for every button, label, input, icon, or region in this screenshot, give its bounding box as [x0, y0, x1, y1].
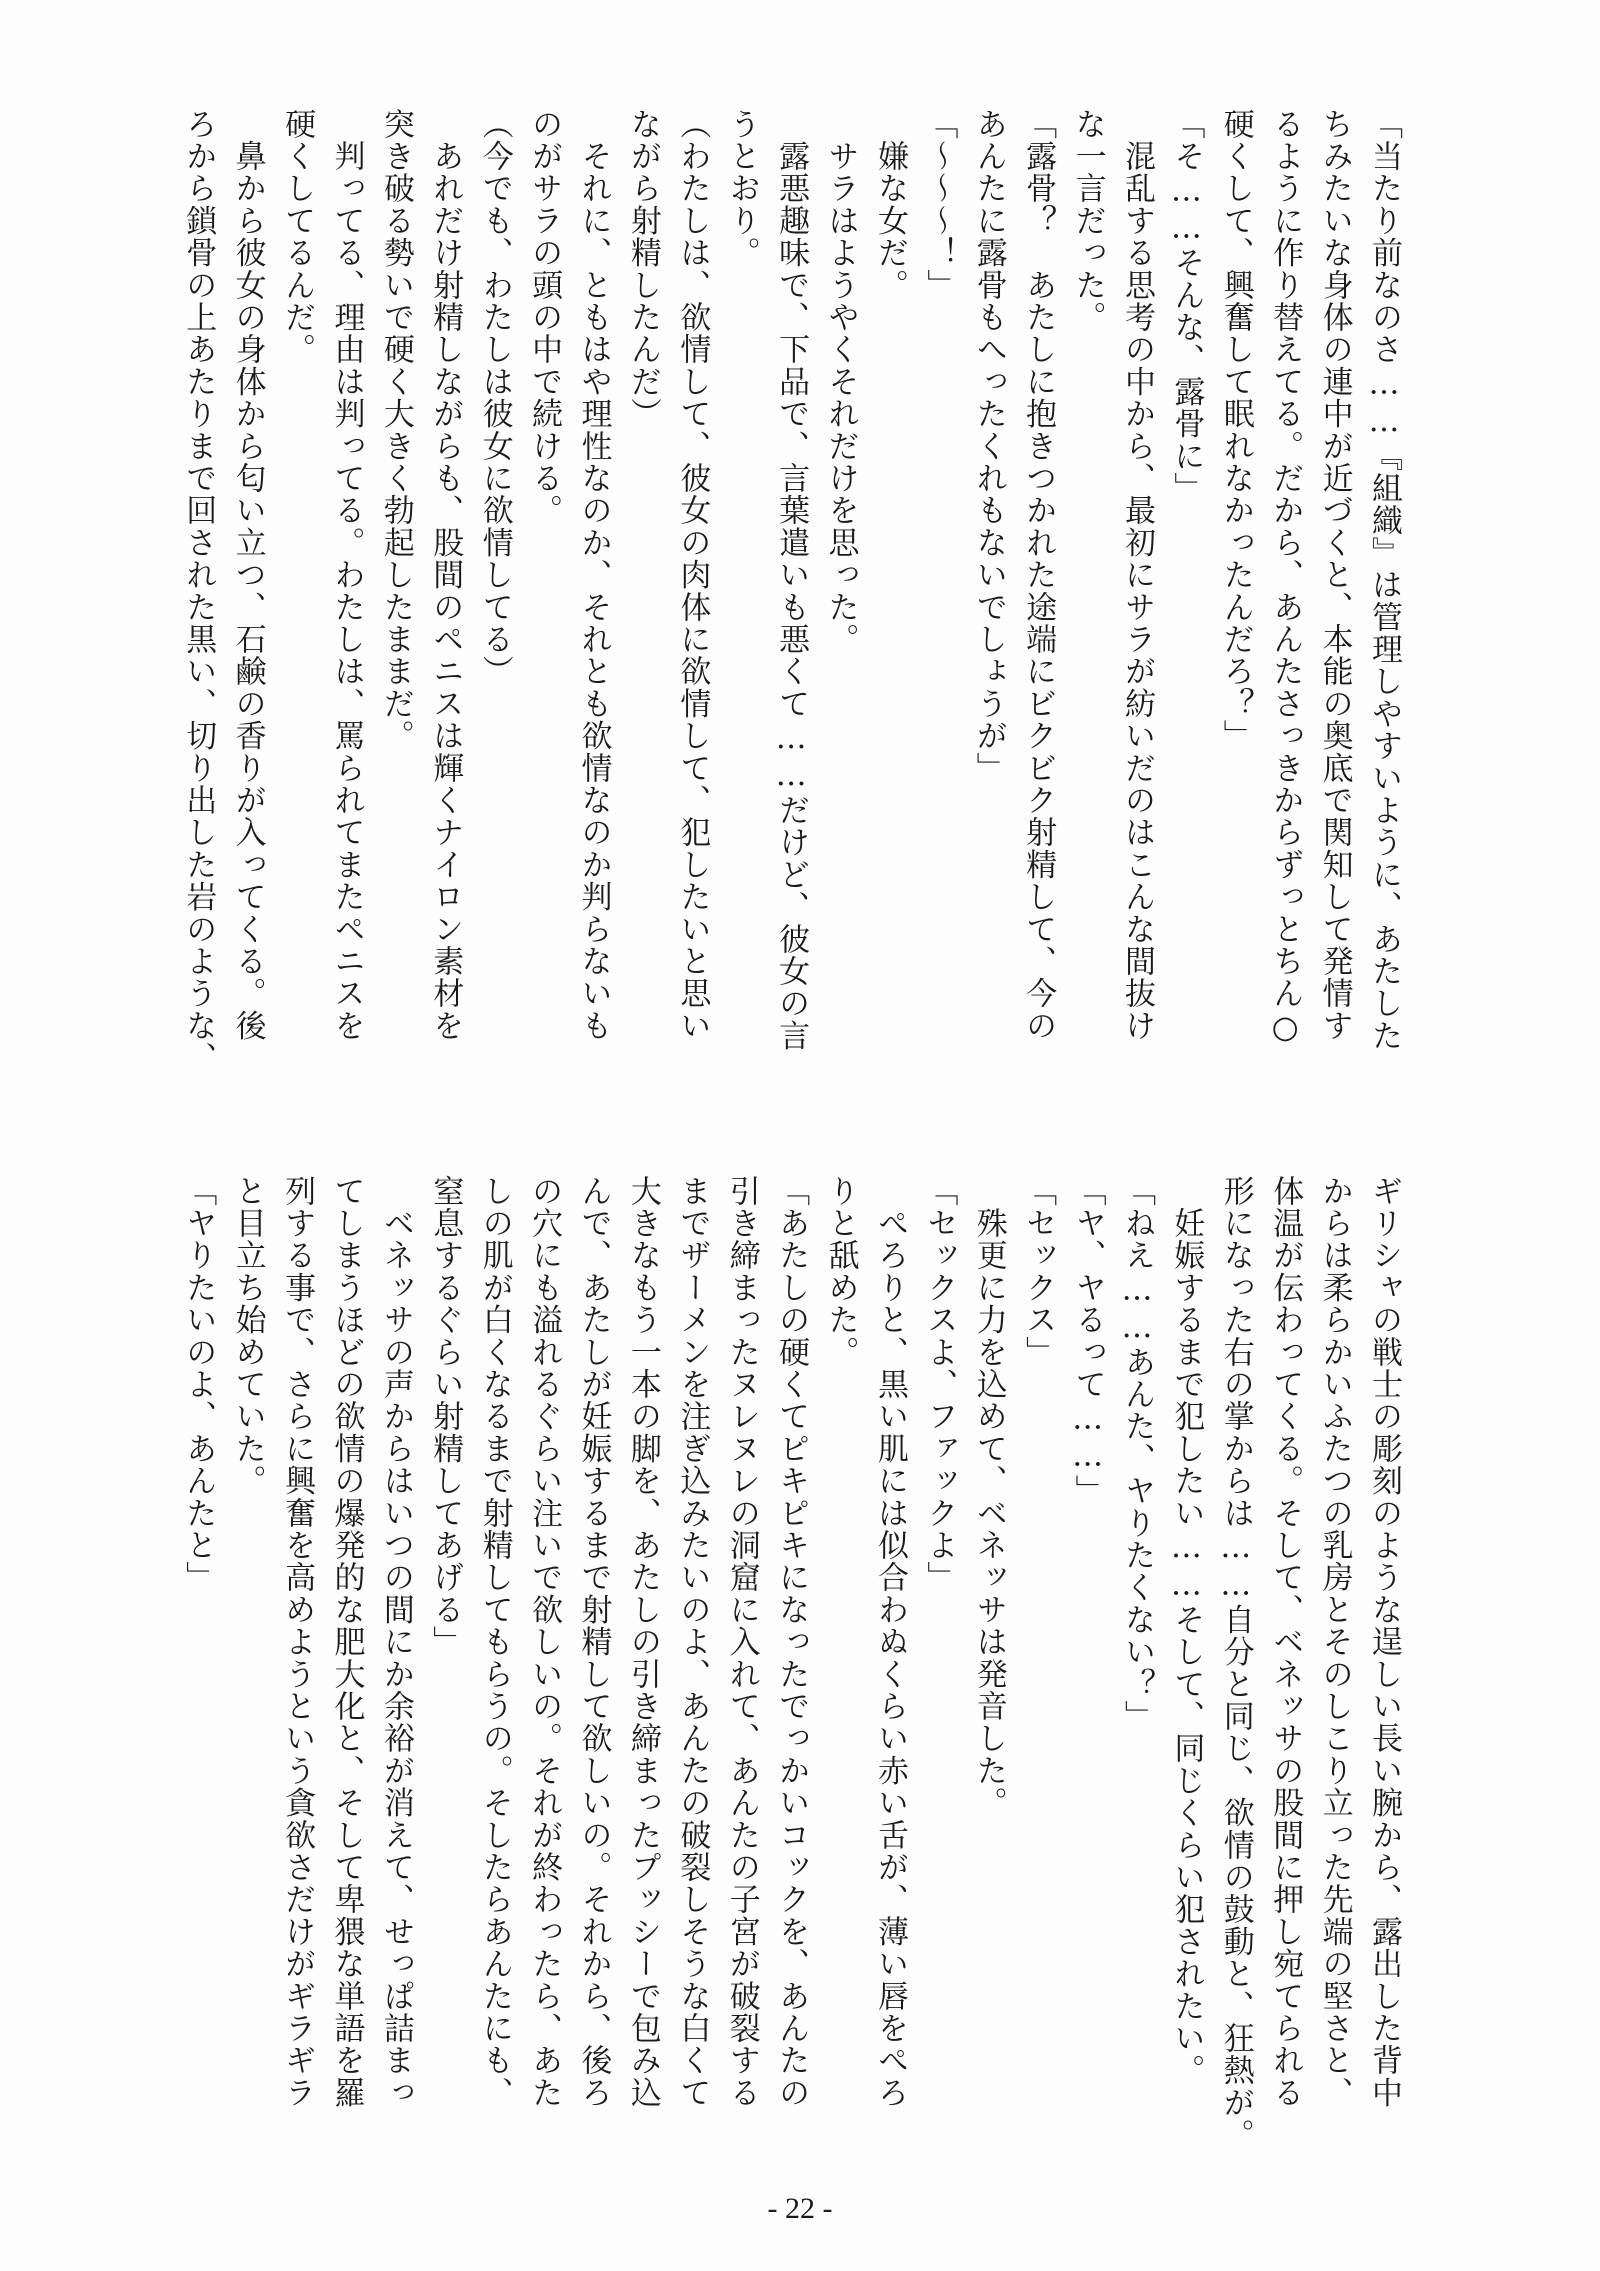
text-line: 「露骨？ あたしに抱きつかれた途端にビクビク射精して、今の	[1020, 108, 1057, 1042]
text-line: 混乱する思考の中から、最初にサラが紡いだのはこんな間抜け	[1118, 108, 1155, 1042]
text-line: 「ねえ……あんた、ヤりたくない？」	[1118, 1175, 1155, 1733]
text-block-upper	[173, 108, 1408, 1074]
text-line: （わたしは、欲情して、彼女の肉体に欲情して、犯したいと思い	[674, 108, 711, 1042]
text-line: るように作り替えてる。だから、あんたさっきからずっとちん○	[1267, 108, 1304, 1047]
text-line: からは柔らかいふたつの乳房とそのしこり立った先端の堅さと、	[1316, 1175, 1353, 2109]
text-line: の穴にも溢れるぐらい注いで欲しいの。それが終わったら、あた	[526, 1175, 563, 2109]
text-line: 妊娠するまで犯したい……そして、同じくらい犯されたい。	[1168, 1175, 1205, 2087]
text-line: と目立ち始めていた。	[229, 1175, 266, 1497]
text-line: うとおり。	[723, 108, 760, 269]
text-line: ながら射精したんだ）	[624, 108, 661, 430]
text-line: てしまうほどの欲情の爆発的な肥大化と、そして卑猥な単語を羅	[328, 1175, 365, 2109]
text-line: ベネッサの声からはいつの間にか余裕が消えて、せっぱ詰まっ	[377, 1175, 414, 2109]
text-line: 大きなもう一本の脚を、あたしの引き締まったプッシーで包み込	[624, 1175, 661, 2109]
text-line: あんたに露骨もへったくれもないでしょうが」	[970, 108, 1007, 785]
text-line: ろから鎖骨の上あたりまで回された黒い、切り出した岩のような、	[180, 108, 217, 1074]
text-line: 鼻から彼女の身体から匂い立つ、石鹸の香りが入ってくる。後	[229, 108, 266, 1042]
text-line: 露悪趣味で、下品で、言葉遣いも悪くて……だけど、彼女の言	[773, 108, 810, 1052]
text-line: 硬くしてるんだ。	[279, 108, 316, 366]
text-line: しの肌が白くなるまで射精してもらうの。そしたらあんたにも、	[476, 1175, 513, 2109]
text-line: 判ってる、理由は判ってる。わたしは、罵られてまたペニスを	[328, 108, 365, 1042]
text-line: のがサラの頭の中で続ける。	[526, 108, 563, 527]
text-line: 殊更に力を込めて、ベネッサは発音した。	[970, 1175, 1007, 1819]
text-line: ぺろりと、黒い肌には似合わぬくらい赤い舌が、薄い唇をぺろ	[871, 1175, 908, 2109]
text-line: 硬くして、興奮して眠れなかったんだろ？」	[1217, 108, 1254, 752]
text-line: 引き締まったヌレヌレの洞窟に入れて、あんたの子宮が破裂する	[723, 1175, 760, 2109]
text-line: それに、ともはや理性なのか、それとも欲情なのか判らないも	[575, 108, 612, 1042]
text-line: サラはようやくそれだけを思った。	[822, 108, 859, 656]
text-line: あれだけ射精しながらも、股間のペニスは輝くナイロン素材を	[427, 108, 464, 1042]
text-line: 体温が伝わってくる。そして、ベネッサの股間に押し宛てられる	[1267, 1175, 1304, 2109]
text-line: 「当たり前なのさ……『組織』は管理しやすいように、あたした	[1366, 108, 1402, 1052]
text-line: 嫌な女だ。	[871, 108, 908, 302]
text-line: （今でも、わたしは彼女に欲情してる）	[476, 108, 513, 688]
text-line: 「セックス」	[1020, 1175, 1057, 1369]
text-line: 「ヤりたいのよ、あんたと」	[180, 1175, 217, 1594]
text-line: んで、あたしが妊娠するまで射精して欲しいの。それから、後ろ	[575, 1175, 612, 2109]
text-line: 「そ……そんな、露骨に」	[1168, 108, 1205, 505]
text-line: 突き破る勢いで硬く大きく勃起したままだ。	[377, 108, 414, 752]
text-line: 窒息するぐらい射精してあげる」	[427, 1175, 464, 1658]
text-line: 列する事で、さらに興奮を高めようという貪欲さだけがギラギラ	[279, 1175, 316, 2109]
text-line: 形になった右の掌からは……自分と同じ、欲情の鼓動と、狂熱が。	[1217, 1175, 1254, 2151]
text-line: 「セックスよ、ファックよ」	[921, 1175, 958, 1594]
text-line: までザーメンを注ぎ込みたいのよ、あんたの破裂しそうな白くて	[674, 1175, 711, 2109]
text-line: 「ヤ、ヤるって……」	[1069, 1175, 1106, 1507]
text-line: 「あたしの硬くてピキピキになったでっかいコックを、あんたの	[773, 1175, 810, 2109]
text-block-lower	[173, 1175, 1408, 2151]
text-line: な一言だった。	[1069, 108, 1106, 334]
text-line: 「～～～！」	[921, 108, 958, 302]
page-number: - 22 -	[767, 2192, 833, 2225]
text-line: りと舐めた。	[822, 1175, 859, 1369]
text-line: ギリシャの戦士の彫刻のような逞しい長い腕から、露出した背中	[1366, 1175, 1402, 2109]
text-line: ちみたいな身体の連中が近づくと、本能の奥底で関知して発情す	[1316, 108, 1353, 1042]
